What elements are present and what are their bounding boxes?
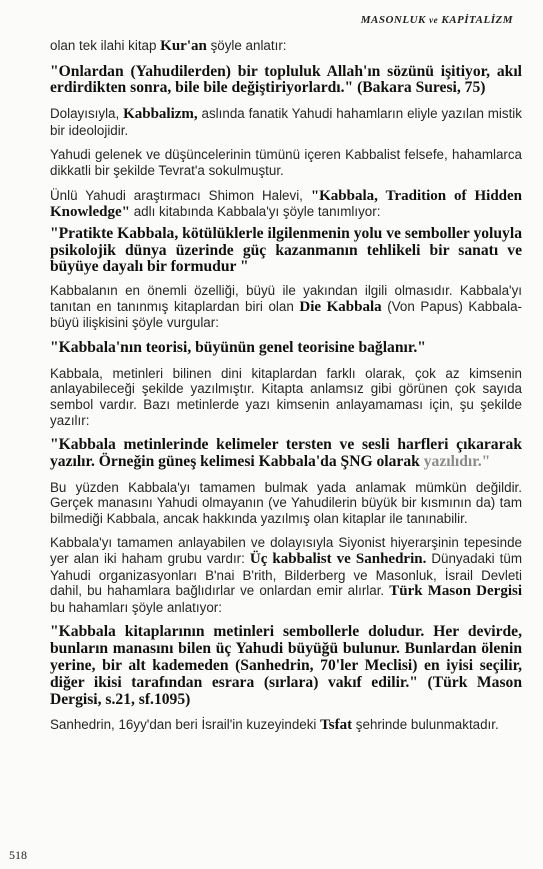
faded-text: yazılıdır." — [419, 452, 491, 470]
text: Dolayısıyla, — [50, 106, 124, 122]
text: Kabbalanın en önemli özelliği, büyü ile yakından ilgili olmasıdır. Kabbala'yı tanıtan en tanınmış kitaplardan biri olan — [50, 283, 522, 314]
quote-papus: "Kabbala'nın teorisi, büyünün genel teorisine bağlanır." — [50, 338, 426, 356]
text: adlı kitabında Kabbala'yı şöyle tanımlıyor: — [130, 204, 381, 220]
text: Dünyadaki tüm Yahudi organizasyonları B'nai B'rith, Bilderberg ve Masonluk, İsrail Devleti dahil, bu hahamlara bağlıdırlar ve onlardan emir alırlar. — [50, 551, 522, 599]
text: şehrinde bulunmaktadır. — [352, 717, 499, 733]
quote-halevi: "Pratikte Kabbala, kötülüklerle ilgilenmenin yolu ve semboller yoluyla psikolojik dünya üzerinde güç kazanmanın tehlikeli bir sanatı ve büyüye dayalı bir formudur " — [50, 224, 522, 276]
page-body — [50, 38, 522, 743]
text: "Kabbala metinlerinde kelimeler tersten ve sesli harfleri çıkararak yazılır. Örneğin güneş kelimesi Kabbala'da ŞNG olarak — [50, 436, 522, 470]
bold-term-kabbalizm: Kabbalizm, — [123, 106, 198, 123]
paragraph-buyu — [50, 283, 522, 331]
paragraph-kabbalizm — [50, 106, 522, 138]
bold-book-die-kabbala: Die Kabbala — [299, 298, 382, 315]
text: Ünlü Yahudi araştırmacı Shimon Halevi, — [50, 187, 311, 203]
header-ve: ve — [429, 15, 439, 25]
paragraph-halevi — [50, 188, 522, 221]
paragraph-sanhedrin-groups — [50, 535, 522, 615]
header-kapitalizm: KAPİTALİZM — [441, 14, 513, 26]
running-header — [361, 14, 513, 26]
paragraph-semboller: Kabbala, metinleri bilinen dini kitaplardan farklı olarak, çok az kimsenin anlayabileceği şekilde yazılmıştır. Kitapta anlamsız gibi görünen çok sayıda sembol vardır. Bazı metinlerde yazı kimsenin anlayamaması için, şu şekilde yazılır: — [50, 365, 522, 428]
bold-term-mason-dergisi: Türk Mason Dergisi — [389, 583, 522, 600]
text: (Von Papus) Kabbala-büyü ilişkisini şöyle vurgular: — [50, 298, 522, 331]
quote-bakara: "Onlardan (Yahudilerden) bir topluluk Allah'ın sözünü işitiyor, akıl erdirdikten sonra, bile bile değiştiriyorlardı." (Bakara Suresi, 75) — [50, 62, 522, 97]
page-number: 518 — [9, 848, 27, 862]
paragraph-tsfat — [50, 717, 522, 734]
text: aslında fanatik Yahudi hahamların eliyle yazılan mistik bir ideolojidir. — [50, 106, 522, 138]
paragraph-anlamak: Bu yüzden Kabbala'yı tamamen bulmak yada anlamak mümkün değildir. Gerçek manasını Yahudi olmayanın (ve Yahudilerin büyük bir kısmının da) tam bilmediği Kabbala, ancak hakkında yazılmış olan kitaplar ile tanınabilir. — [50, 479, 522, 526]
text: Kabbala'yı tamamen anlayabilen ve dolayısıyla Siyonist hiyerarşinin tepesinde yer alan iki haham grubu vardır: — [50, 535, 522, 567]
paragraph-felsefe: Yahudi gelenek ve düşüncelerinin tümünü içeren Kabbalist felsefe, hahamlarca dikkatli bir şekilde Tevrat'a sokulmuştur. — [50, 147, 522, 178]
bold-term-groups: Üç kabbalist ve Sanhedrin. — [249, 551, 427, 568]
text: şöyle anlatır: — [206, 38, 287, 53]
text: olan tek ilahi kitap — [50, 38, 161, 53]
quote-tersten — [50, 437, 522, 471]
paragraph-intro — [50, 38, 522, 55]
text: bu hahamları şöyle anlatıyor: — [50, 599, 222, 615]
header-masonluk: MASONLUK — [360, 14, 426, 26]
bold-term-tsfat: Tsfat — [320, 717, 353, 734]
quote-mason-dergisi: "Kabbala kitaplarının metinleri sembollerle doludur. Her devirde, bunların manasını bilen üç Yahudi büyüğü bulunur. Bunlardan ölenin yerine, bir alt kademeden (Sanhedrin, 70'ler Meclisi) en iyisi seçilir, diğer ikisi tarafından esrara (sırlara) vakıf edilir." (Türk Mason Dergisi, s.21, sf.1095) — [50, 623, 522, 708]
bold-term-kuran: Kur'an — [160, 38, 207, 54]
bold-book-title: "Kabbala, Tradition of Hidden Knowledge" — [50, 187, 523, 221]
text: Sanhedrin, 16yy'dan beri İsrail'in kuzeyindeki — [50, 717, 321, 733]
